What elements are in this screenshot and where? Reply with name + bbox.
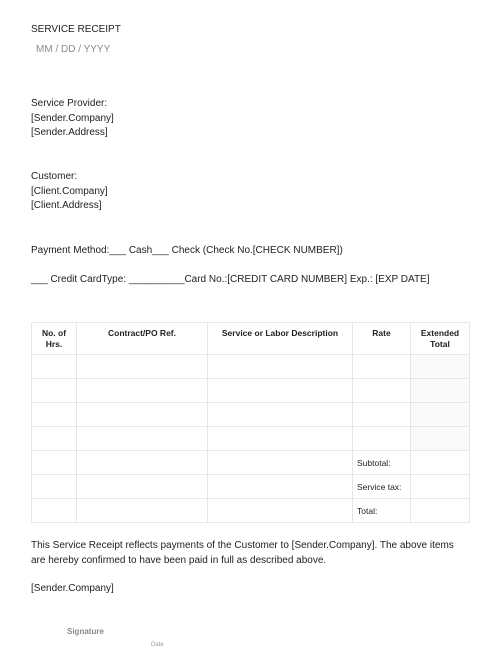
hours-cell[interactable] [32, 379, 77, 403]
extended-total-cell[interactable] [411, 379, 470, 403]
hours-cell[interactable] [32, 355, 77, 379]
signature-label: Signature [67, 627, 104, 636]
hours-cell[interactable] [32, 451, 77, 475]
header-contract-ref: Contract/PO Ref. [77, 323, 208, 355]
header-description: Service or Labor Description [208, 323, 353, 355]
contract-ref-cell[interactable] [77, 355, 208, 379]
description-cell[interactable] [208, 355, 353, 379]
service-tax-value[interactable] [411, 475, 470, 499]
rate-cell[interactable] [353, 379, 411, 403]
table-row [32, 379, 470, 403]
contract-ref-cell[interactable] [77, 379, 208, 403]
table-row [32, 403, 470, 427]
description-cell[interactable] [208, 451, 353, 475]
subtotal-label: Subtotal: [353, 451, 411, 475]
description-cell[interactable] [208, 499, 353, 523]
extended-total-cell[interactable] [411, 355, 470, 379]
rate-cell[interactable] [353, 355, 411, 379]
provider-address: [Sender.Address] [31, 127, 108, 138]
total-value[interactable] [411, 499, 470, 523]
customer-label: Customer: [31, 171, 78, 182]
confirmation-statement: This Service Receipt reflects payments of the Customer to [Sender.Company]. The above items are hereby confirmed to have been paid in full as described above. [31, 540, 454, 566]
subtotal-value[interactable] [411, 451, 470, 475]
extended-total-cell[interactable] [411, 403, 470, 427]
payment-method-line: Payment Method:___ Cash___ Check (Check No.[CHECK NUMBER]) [31, 245, 343, 256]
table-row [32, 355, 470, 379]
total-label: Total: [353, 499, 411, 523]
header-extended-total: Extended Total [411, 323, 470, 355]
date-label: Date [151, 642, 164, 648]
description-cell[interactable] [208, 427, 353, 451]
date-field[interactable]: MM / DD / YYYY [36, 44, 111, 55]
total-row [32, 499, 470, 523]
hours-cell[interactable] [32, 475, 77, 499]
subtotal-row [32, 451, 470, 475]
contract-ref-cell[interactable] [77, 451, 208, 475]
header-hours: No. of Hrs. [32, 323, 77, 355]
provider-label: Service Provider: [31, 98, 108, 109]
hours-cell[interactable] [32, 499, 77, 523]
document-title: SERVICE RECEIPT [31, 24, 121, 35]
table-row [32, 427, 470, 451]
service-tax-label: Service tax: [353, 475, 411, 499]
rate-cell[interactable] [353, 403, 411, 427]
customer-company: [Client.Company] [31, 185, 108, 197]
contract-ref-cell[interactable] [77, 403, 208, 427]
items-table [31, 322, 470, 523]
footer-company: [Sender.Company] [31, 583, 114, 594]
description-cell[interactable] [208, 475, 353, 499]
description-cell[interactable] [208, 379, 353, 403]
contract-ref-cell[interactable] [77, 499, 208, 523]
contract-ref-cell[interactable] [77, 427, 208, 451]
extended-total-cell[interactable] [411, 427, 470, 451]
table-header-row [32, 323, 470, 355]
hours-cell[interactable] [32, 427, 77, 451]
hours-cell[interactable] [32, 403, 77, 427]
description-cell[interactable] [208, 403, 353, 427]
provider-company: [Sender.Company] [31, 112, 114, 124]
credit-card-line: ___ Credit CardType: __________Card No.:[CREDIT CARD NUMBER] Exp.: [EXP DATE] [31, 274, 430, 285]
contract-ref-cell[interactable] [77, 475, 208, 499]
header-rate: Rate [353, 323, 411, 355]
service-tax-row [32, 475, 470, 499]
customer-address: [Client.Address] [31, 200, 102, 211]
rate-cell[interactable] [353, 427, 411, 451]
